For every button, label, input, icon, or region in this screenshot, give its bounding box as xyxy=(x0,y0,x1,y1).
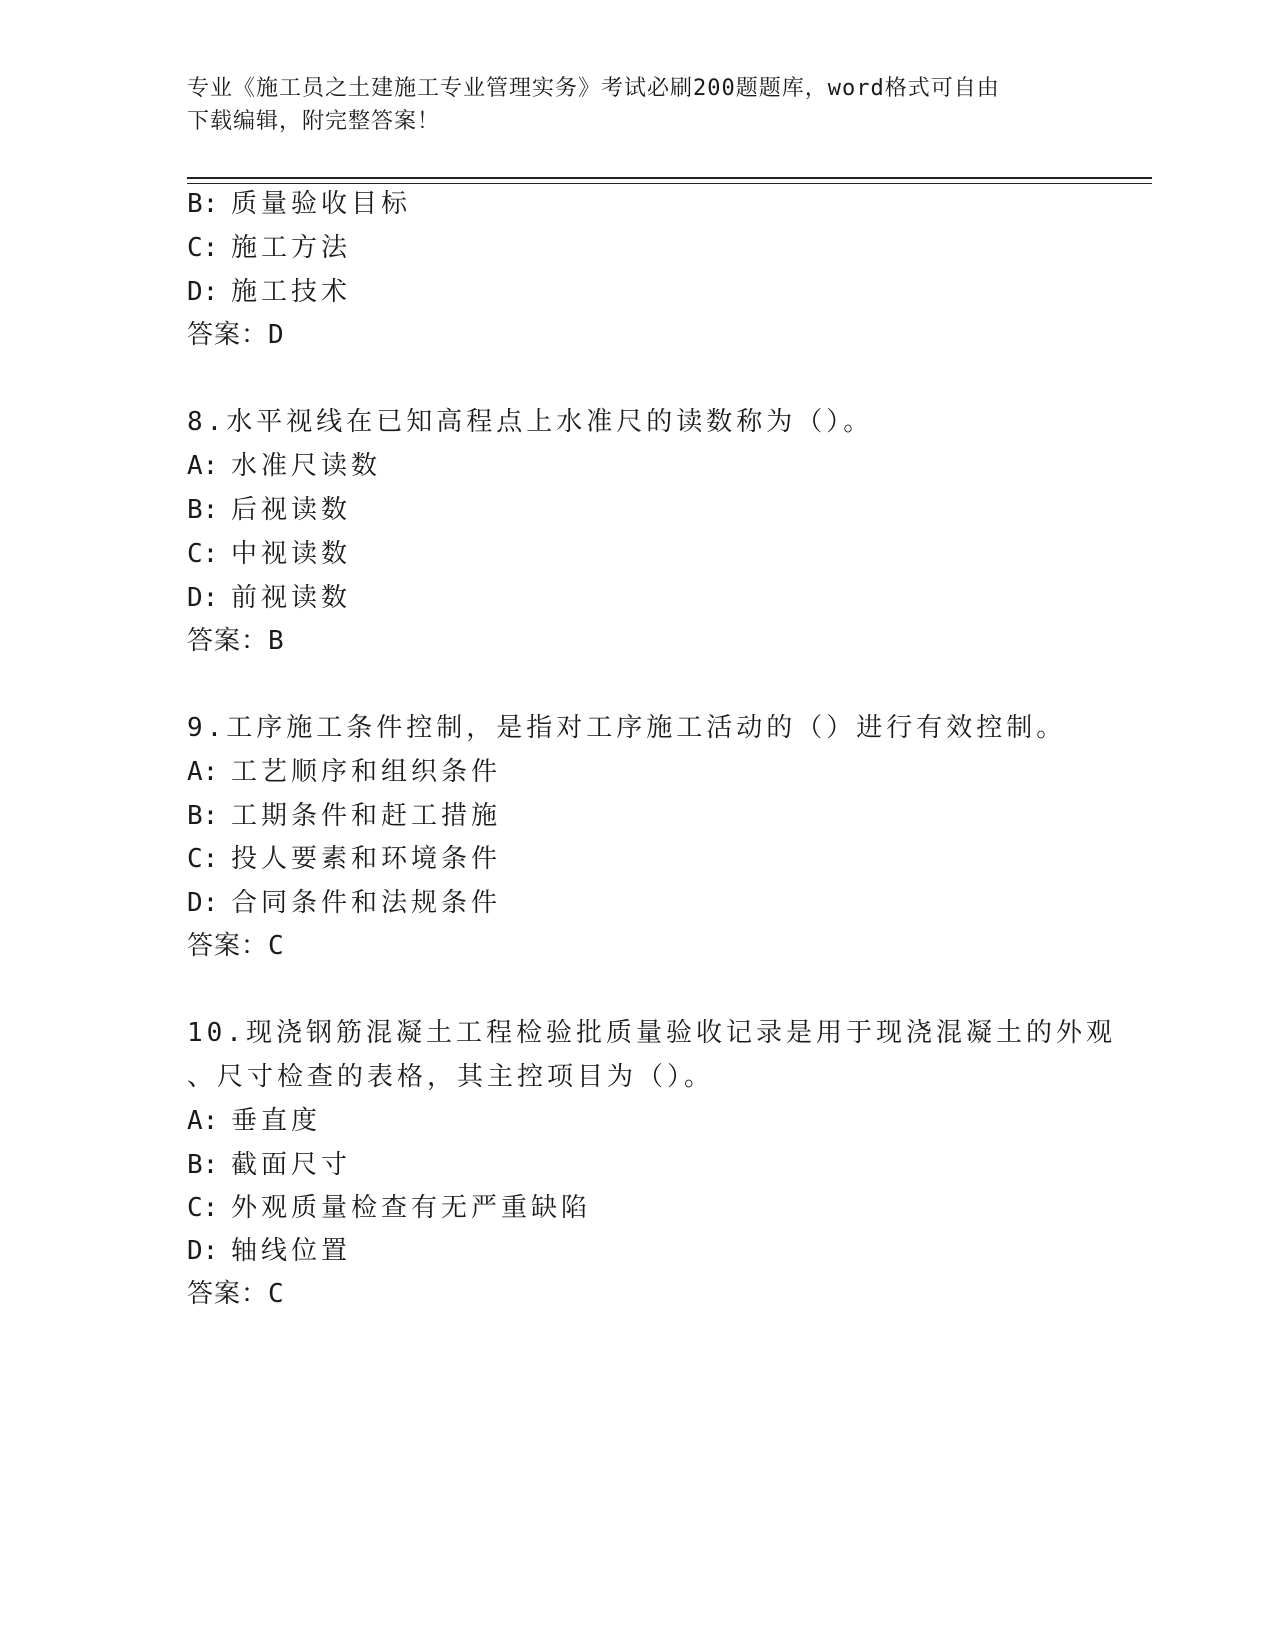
q10-option-c xyxy=(187,1192,591,1224)
option-text: 截面尺寸 xyxy=(231,1150,352,1180)
option-letter: D: xyxy=(187,583,219,613)
q7-option-c xyxy=(187,232,351,264)
header-line-2: 下载编辑，附完整答案！ xyxy=(187,109,441,134)
q7-option-d xyxy=(187,276,351,308)
q7-option-b xyxy=(187,188,411,220)
q8-option-b xyxy=(187,494,351,526)
q9-option-c xyxy=(187,843,501,875)
q9-option-d xyxy=(187,887,501,919)
answer-value: B xyxy=(268,626,285,656)
option-text: 水准尺读数 xyxy=(231,451,382,481)
answer-label: 答案： xyxy=(187,626,269,656)
option-letter: B: xyxy=(187,495,219,525)
answer-value: C xyxy=(268,931,285,961)
option-letter: A: xyxy=(187,757,219,787)
q8-stem: 8.水平视线在已知高程点上水准尺的读数称为（）。 xyxy=(187,407,874,437)
q10-option-b xyxy=(187,1149,351,1181)
answer-label: 答案： xyxy=(187,320,269,350)
q8-option-c xyxy=(187,538,351,570)
option-letter: C: xyxy=(187,233,219,263)
option-text: 工期条件和赶工措施 xyxy=(231,801,502,831)
q8-option-a xyxy=(187,450,381,482)
q9-stem: 9.工序施工条件控制，是指对工序施工活动的（）进行有效控制。 xyxy=(187,713,1067,743)
q9-option-b xyxy=(187,800,501,832)
answer-label: 答案： xyxy=(187,1279,269,1309)
option-letter: D: xyxy=(187,277,219,307)
q9-option-a xyxy=(187,756,501,788)
option-letter: C: xyxy=(187,539,219,569)
option-letter: C: xyxy=(187,1193,219,1223)
option-text: 施工方法 xyxy=(231,233,352,263)
q7-answer xyxy=(187,319,285,351)
header-rule-thin xyxy=(187,183,1152,184)
q8-option-d xyxy=(187,582,351,614)
header-line-1: 专业《施工员之土建施工专业管理实务》考试必刷200题题库，word格式可自由 xyxy=(187,76,1000,101)
option-text: 施工技术 xyxy=(231,277,352,307)
q10-stem-line-2: 、尺寸检查的表格，其主控项目为（）。 xyxy=(187,1062,715,1092)
q9-answer xyxy=(187,930,285,962)
option-text: 工艺顺序和组织条件 xyxy=(231,757,502,787)
option-text: 外观质量检查有无严重缺陷 xyxy=(231,1193,592,1223)
q8-answer xyxy=(187,625,285,657)
option-letter: A: xyxy=(187,451,219,481)
answer-value: D xyxy=(268,320,285,350)
option-text: 中视读数 xyxy=(231,539,352,569)
option-text: 投人要素和环境条件 xyxy=(231,844,502,874)
q10-stem-line-1: 10.现浇钢筋混凝土工程检验批质量验收记录是用于现浇混凝土的外观 xyxy=(187,1018,1116,1048)
option-text: 轴线位置 xyxy=(231,1236,352,1266)
option-letter: A: xyxy=(187,1106,219,1136)
option-letter: B: xyxy=(187,189,219,219)
option-text: 垂直度 xyxy=(231,1106,322,1136)
option-text: 前视读数 xyxy=(231,583,352,613)
document-header xyxy=(187,72,1077,138)
header-rule-thick xyxy=(187,177,1152,179)
answer-label: 答案： xyxy=(187,931,269,961)
answer-value: C xyxy=(268,1279,285,1309)
option-letter: B: xyxy=(187,801,219,831)
option-text: 合同条件和法规条件 xyxy=(231,888,502,918)
option-text: 质量验收目标 xyxy=(231,189,412,219)
option-text: 后视读数 xyxy=(231,495,352,525)
q10-answer xyxy=(187,1278,285,1310)
option-letter: B: xyxy=(187,1150,219,1180)
option-letter: C: xyxy=(187,844,219,874)
option-letter: D: xyxy=(187,888,219,918)
q10-option-a xyxy=(187,1105,321,1137)
option-letter: D: xyxy=(187,1236,219,1266)
q10-option-d xyxy=(187,1235,351,1267)
